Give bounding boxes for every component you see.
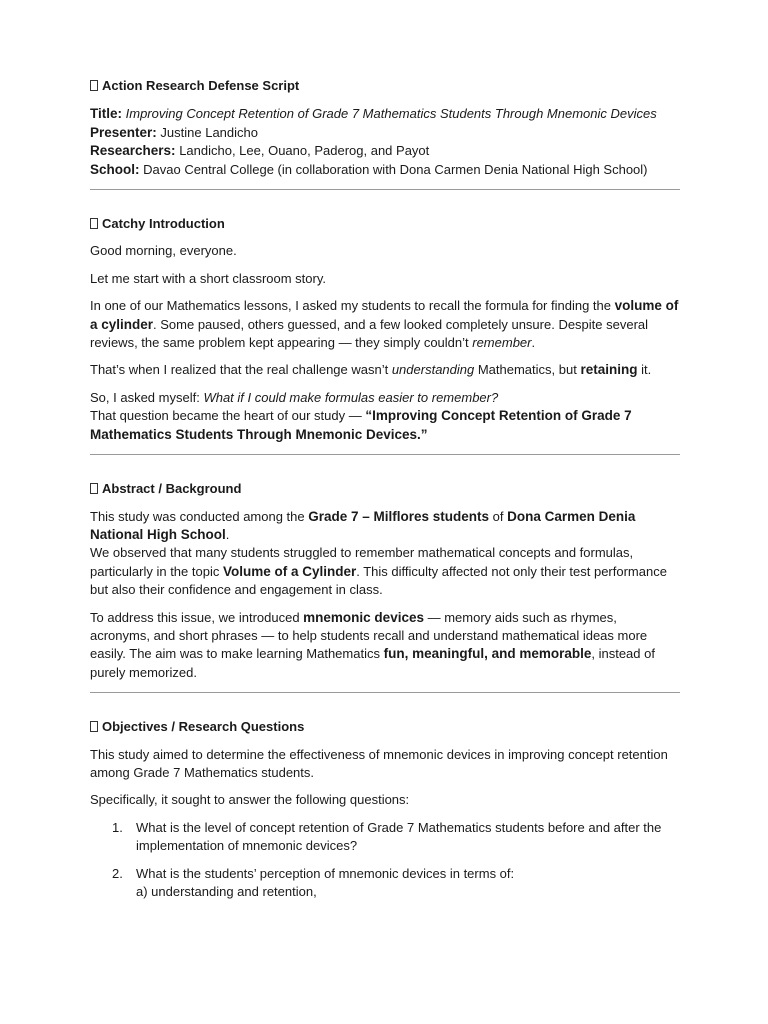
document-content xyxy=(90,77,680,901)
list-item: 2. What is the students’ perception of mnemonic devices in terms of: a) understanding and retention, xyxy=(112,865,515,899)
intro-greeting: Good morning, everyone. xyxy=(90,243,237,259)
section-heading-defense-script: Action Research Defense Script xyxy=(90,77,680,95)
missing-glyph-icon xyxy=(90,721,98,732)
researchers-line: Researchers: Landicho, Lee, Ouano, Paderog, and Payot xyxy=(90,143,430,159)
intro-story-opener: Let me start with a short classroom story. xyxy=(90,270,326,286)
section-divider xyxy=(90,189,680,190)
section-heading-objectives: Objectives / Research Questions xyxy=(90,718,680,736)
presenter-line: Presenter: Justine Landicho xyxy=(90,124,258,140)
missing-glyph-icon xyxy=(90,218,98,229)
list-item: 1. What is the level of concept retention of Grade 7 Mathematics students before and after the implementation of mnemonic devices? xyxy=(112,819,662,854)
section-divider xyxy=(90,454,680,455)
missing-glyph-icon xyxy=(90,483,98,494)
objectives-paragraph-1: This study aimed to determine the effectiveness of mnemonic devices in improving concept retention among Grade 7 Mathematics students. xyxy=(90,746,668,780)
objectives-paragraph-2: Specifically, it sought to answer the following questions: xyxy=(90,792,410,808)
section-heading-introduction: Catchy Introduction xyxy=(90,215,680,233)
school-line: School: Davao Central College (in collaboration with Dona Carmen Denia National High School) xyxy=(90,161,648,177)
missing-glyph-icon xyxy=(90,80,98,91)
intro-question-paragraph: So, I asked myself: What if I could make formulas easier to remember? That question became the heart of our study — “Improving Concept Retention of Grade 7 Mathematics Students Through Mnemonic Devices.” xyxy=(90,389,632,442)
section-divider xyxy=(90,692,680,693)
section-heading-abstract: Abstract / Background xyxy=(90,480,680,498)
abstract-paragraph-1: This study was conducted among the Grade 7 – Milflores students of Dona Carmen Denia National High School. We observed that many students struggled to remember mathematical concepts and formulas, particularly in the topic Volume of a Cylinder. This difficulty affected not only their test performance but also their confidence and engagement in class. xyxy=(90,508,667,598)
abstract-paragraph-2: To address this issue, we introduced mnemonic devices — memory aids such as rhymes, acronyms, and short phrases — to help students recall and understand mathematical ideas more easily. The aim was to make learning Mathematics fun, meaningful, and memorable, instead of purely memorized. xyxy=(90,609,655,680)
research-questions-list xyxy=(90,819,680,902)
intro-realization-paragraph: That’s when I realized that the real challenge wasn’t understanding Mathematics, but retaining it. xyxy=(90,362,652,378)
intro-story-paragraph: In one of our Mathematics lessons, I asked my students to recall the formula for finding the volume of a cylinder. Some paused, others guessed, and a few looked completely unsure. Despite several reviews, the same problem kept appearing — they simply couldn’t remember. xyxy=(90,298,679,351)
title-line: Title: Improving Concept Retention of Grade 7 Mathematics Students Through Mnemonic Devices xyxy=(90,106,657,122)
